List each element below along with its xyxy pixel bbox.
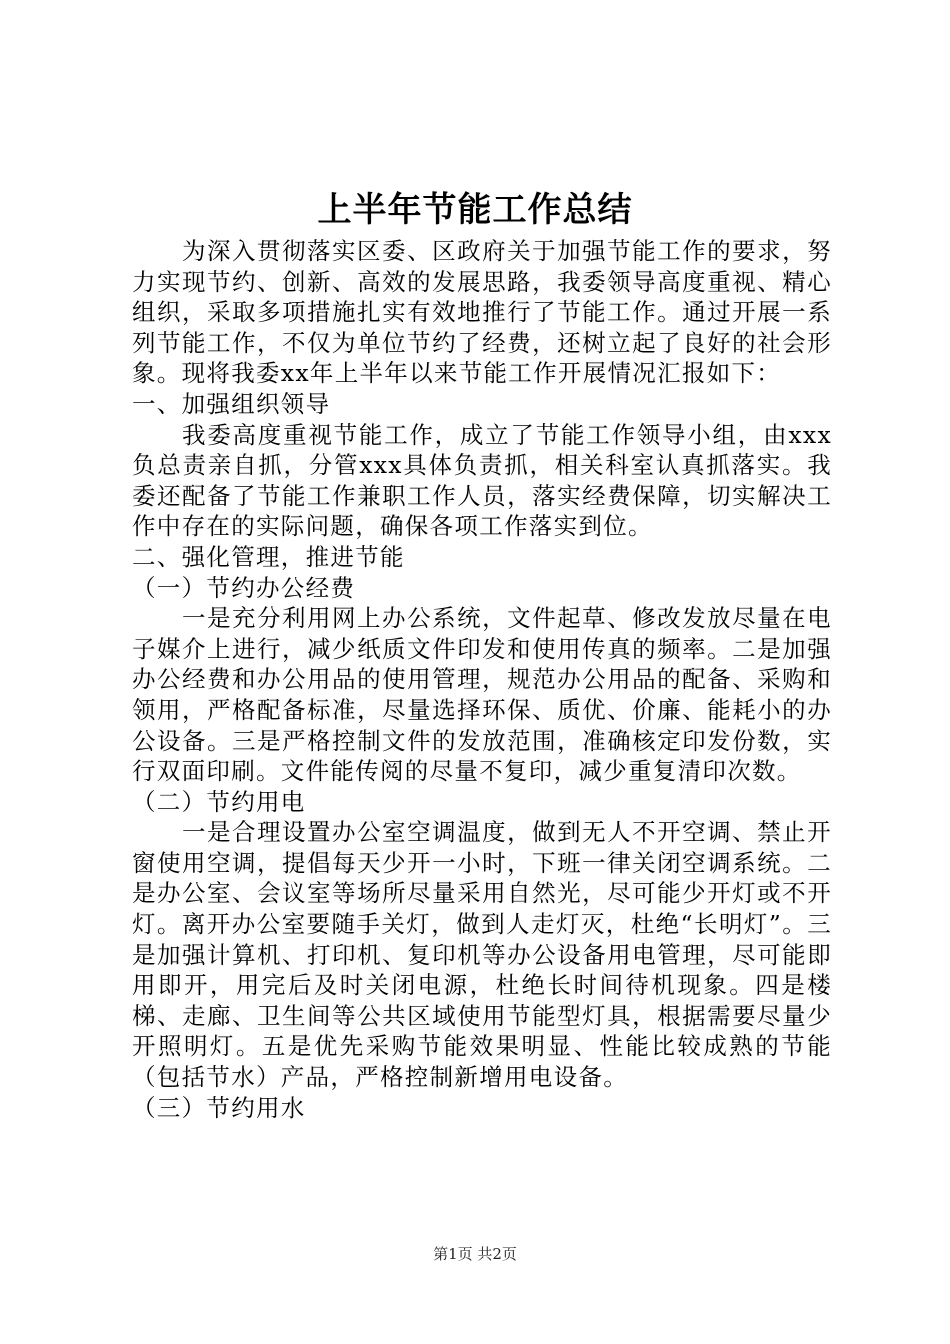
paragraph-organization: 我委高度重视节能工作，成立了节能工作领导小组，由xxx负总责亲自抓，分管xxx具体负责抓，相关科室认真抓落实。我委还配备了节能工作兼职工作人员，落实经费保障，切实解决工作中存在的实际问题，确保各项工作落实到位。 [132, 420, 832, 541]
subsection-heading-water: （三）节约用水 [132, 1093, 306, 1122]
paragraph-intro: 为深入贯彻落实区委、区政府关于加强节能工作的要求，努力实现节约、创新、高效的发展思路，我委领导高度重视、精心组织，采取多项措施扎实有效地推行了节能工作。通过开展一系列节能工作，不仅为单位节约了经费，还树立起了良好的社会形象。现将我委xx年上半年以来节能工作开展情况汇报如下： [132, 237, 832, 388]
section-heading-2: 二、强化管理，推进节能 [132, 542, 405, 571]
section-heading-1: 一、加强组织领导 [132, 389, 331, 418]
paragraph-office-expenses: 一是充分利用网上办公系统，文件起草、修改发放尽量在电子媒介上进行，减少纸质文件印发和使用传真的频率。二是加强办公经费和办公用品的使用管理，规范办公用品的配备、采购和领用，严格配备标准，尽量选择环保、质优、价廉、能耗小的办公设备。三是严格控制文件的发放范围，准确核定印发份数，实行双面印刷。文件能传阅的尽量不复印，减少重复清印次数。 [132, 604, 832, 786]
document-title: 上半年节能工作总结 [317, 190, 633, 230]
subsection-heading-electricity: （二）节约用电 [132, 787, 306, 816]
document-body [132, 236, 832, 1123]
paragraph-electricity: 一是合理设置办公室空调温度，做到无人不开空调、禁止开窗使用空调，提倡每天少开一小时，下班一律关闭空调系统。二是办公室、会议室等场所尽量采用自然光，尽可能少开灯或不开灯。离开办公室要随手关灯，做到人走灯灭，杜绝“长明灯”。三是加强计算机、打印机、复印机等办公设备用电管理，尽可能即用即开，用完后及时关闭电源，杜绝长时间待机现象。四是楼梯、走廊、卫生间等公共区域使用节能型灯具，根据需要尽量少开照明灯。五是优先采购节能效果明显、性能比较成熟的节能（包括节水）产品，严格控制新增用电设备。 [132, 818, 832, 1092]
subsection-heading-office-expenses: （一）节约办公经费 [132, 573, 356, 602]
page-number-footer: 第1页 共2页 [433, 1245, 517, 1263]
